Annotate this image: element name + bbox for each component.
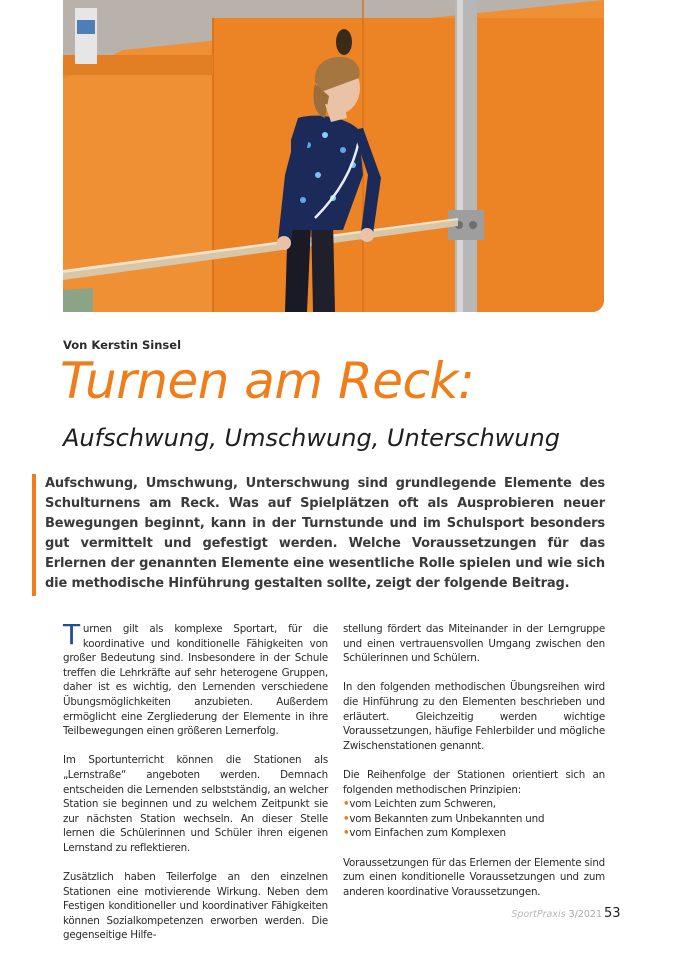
page-number: 53 [604,906,621,921]
body-paragraph: Voraussetzungen für das Erlernen der Elemente sind zum einen konditionelle Voraussetzungen und zum anderen koordinative Voraussetzungen. [343,856,605,898]
body-paragraph: Die Reihenfolge der Stationen orientiert sich an folgenden methodischen Prinzipien: [343,768,605,796]
list-item [343,797,605,812]
issue-number: 3/2021 [568,909,602,920]
list-item [343,812,605,827]
body-column-left [63,618,328,958]
body-paragraph: Im Sportunterricht können die Stationen als „Lernstraße“ angeboten werden. Demnach entscheiden die Lernenden selbstständig, an welcher Station sie beginnen und zu welchem Zeitpunkt sie zur nächsten Station wechseln. An dieser Stelle lernen die Schülerinnen und Schüler ihren eigenen Lernstand zu reflektieren. [63,754,328,854]
list-item-text: vom Einfachen zum Komplexen [349,827,506,840]
gymnast-photo [63,0,604,312]
body-paragraph: stellung fördert das Miteinander in der Lerngruppe und einen vertrauensvollen Umgang zwischen den Schülerinnen und Schülern. [343,623,605,665]
list-item [343,826,605,841]
list-item-text: vom Bekannten zum Unbekannten und [349,812,545,825]
list-item-text: vom Leichten zum Schweren, [349,798,496,811]
article-title: Turnen am Reck: [60,352,475,410]
body-text: urnen gilt als komplexe Sportart, für die koordinative und konditionelle Fähigkeiten von großer Bedeutung sind. Insbesondere in der Schule treffen die Lehrkräfte auf sehr heterogene Gruppen, daher ist es wichtig, den Lernenden verschiedene Übungsmöglichkeiten anzubieten. Außerdem ermöglicht eine Zergliederung der Elemente in ihre Teilbewegungen einen größeren Lernerfolg. [63,623,328,738]
body-paragraph: In den folgenden methodischen Übungsreihen wird die Hinführung zu den Elementen beschrieben und erläutert. Gleichzeitig werden wichtige Voraussetzungen, häufige Fehlerbilder und mögliche Zwischenstationen genannt. [343,681,605,752]
hero-photo [63,0,604,312]
footer-magazine [511,909,602,920]
byline: Von Kerstin Sinsel [63,338,182,352]
drop-cap: T [63,618,80,651]
bullet-icon: • [343,827,350,840]
lead-accent-bar [32,474,36,596]
bullet-icon: • [343,798,350,811]
magazine-name: SportPraxis [511,909,566,920]
bullet-icon: • [343,812,350,825]
body-paragraph [63,618,328,739]
body-paragraph: Zusätzlich haben Teilerfolge an den einzelnen Stationen eine motivierende Wirkung. Neben dem Festigen konditioneller und koordinativer Fähigkeiten können Sozialkompetenzen erworben werden. Die gegenseitige Hilfe- [63,871,328,942]
article-subtitle: Aufschwung, Umschwung, Unterschwung [63,424,560,452]
lead-paragraph: Aufschwung, Umschwung, Unterschwung sind grundlegende Elemente des Schulturnens am Reck. Was auf Spielplätzen oft als Ausprobieren neuer Bewegungen beginnt, kann in der Turnstunde und im Schulsport besonders gut vermittelt und gefestigt werden. Welche Voraussetzungen für das Erlernen der genannten Elemente eine wesentliche Rolle spielen und wie sich die methodische Hinführung gestalten sollte, zeigt der folgende Beitrag. [45,476,605,591]
body-column-right [343,622,605,914]
